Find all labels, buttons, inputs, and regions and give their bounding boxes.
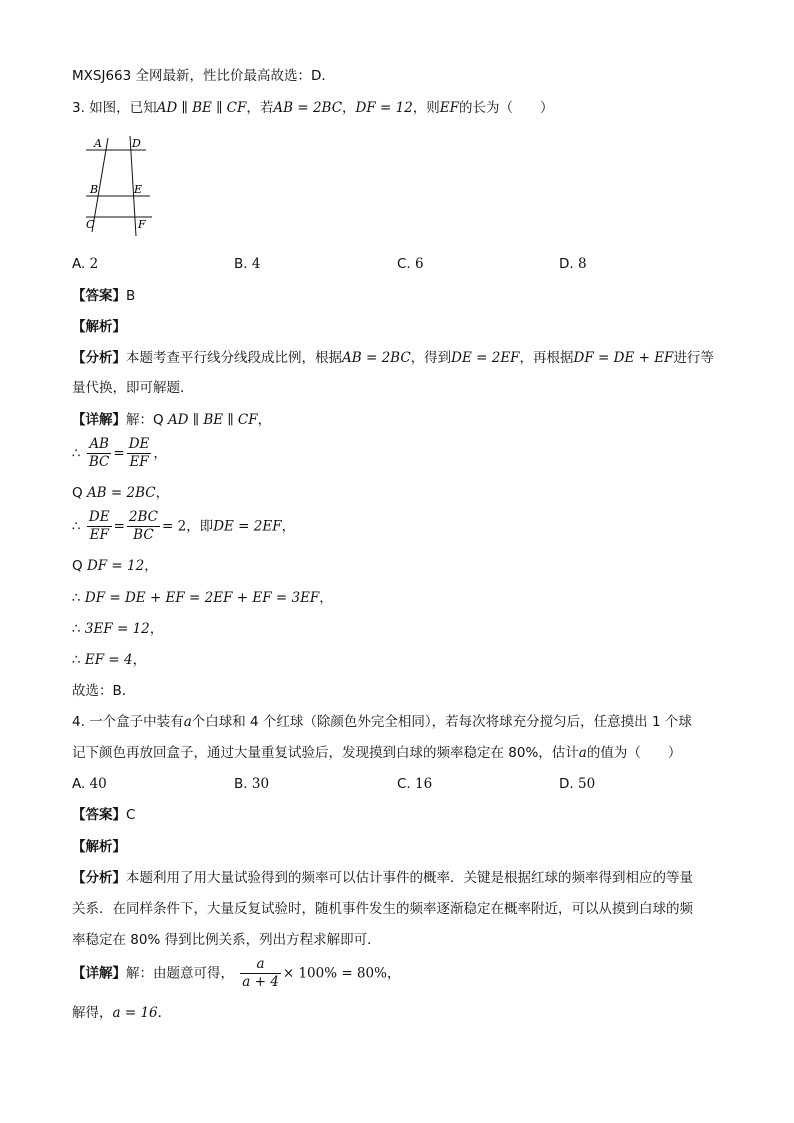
label-a: A [94, 137, 102, 150]
because-symbol: Q [72, 558, 83, 574]
therefore-symbol: ∴ [72, 445, 81, 462]
q4-solution: 解得，a = 16． [72, 1005, 172, 1021]
q3-conclusion: 故选：B． [72, 683, 136, 699]
q4-answer: 【答案】C [72, 807, 136, 823]
fraction-de-ef: $\frac{DE}{EF}$ [128, 436, 150, 470]
therefore-symbol: ∴ [72, 590, 81, 606]
q3-analysis-tag: 【解析】 [72, 319, 126, 335]
q3-option-b: B. 4 [234, 256, 261, 272]
because-symbol: Q [72, 485, 83, 501]
q3-detail-step8: ∴ EF = 4， [72, 652, 147, 668]
q4-analysis-tag: 【解析】 [72, 839, 126, 855]
q3-detail-step5: Q DF = 12， [72, 558, 158, 574]
fraction-a-over-a-plus-4: $\frac{a}{a + 4}$ [242, 956, 279, 990]
q3-option-c: C. 6 [397, 256, 424, 272]
q3-number: 3. [72, 100, 85, 116]
q3-detail-step7: ∴ 3EF = 12， [72, 621, 164, 637]
label-e: E [134, 183, 143, 196]
q3-fenxi-line1: 【分析】本题考查平行线分线段成比例，根据AB = 2BC，得到DE = 2EF，再根据DF = DE + EF进行等 [72, 350, 714, 366]
fraction-ab-bc: $\frac{AB}{BC}$ [88, 436, 110, 470]
label-d: D [132, 137, 141, 150]
label-b: B [90, 183, 99, 196]
q4-option-a: A. 40 [72, 776, 107, 792]
fraction-de-ef: $\frac{DE}{EF}$ [88, 509, 110, 543]
q4-fenxi-line2: 关系．在同样条件下，大量反复试验时，随机事件发生的频率逐渐稳定在概率附近，可以从摸到白球的频 [72, 901, 693, 917]
q3-parallel-lines-figure [80, 132, 160, 240]
q4-fenxi-line1: 【分析】本题利用了用大量试验得到的频率可以估计事件的概率．关键是根据红球的频率得到相应的等量 [72, 870, 693, 886]
therefore-symbol: ∴ [72, 652, 81, 668]
label-c: C [86, 218, 95, 231]
q3-answer: 【答案】B [72, 288, 136, 304]
therefore-symbol: ∴ [72, 518, 81, 535]
q3-detail-ratio: ∴ $\frac{AB}{BC}$ = $\frac{DE}{EF}$ ， [72, 436, 167, 470]
q4-option-b: B. 30 [234, 776, 270, 792]
q3-detail-step6: ∴ DF = DE + EF = 2EF + EF = 3EF， [72, 590, 333, 606]
q4-stem-line1: 4. 一个盒子中装有a个白球和 4 个红球（除颜色外完全相同），若每次将球充分搅匀后，任意摸出 1 个球 [72, 714, 692, 730]
q4-option-d: D. 50 [559, 776, 596, 792]
q3-detail-step4: ∴ $\frac{DE}{EF}$ = $\frac{2BC}{BC}$ = 2，即DE = 2EF， [72, 509, 296, 543]
q3-option-a: A. 2 [72, 256, 99, 272]
header-line: MXSJ663 全网最新，性比价最高故选：D． [72, 68, 335, 84]
q3-fenxi-line2: 量代换，即可解题． [72, 380, 194, 396]
q3-option-d: D. 8 [559, 256, 587, 272]
q4-detail-equation: 【详解】解：由题意可得， $\frac{a}{a + 4}$ × 100% = 80%， [72, 956, 401, 990]
q4-number: 4. [72, 714, 85, 730]
q3-stem: 3. 如图，已知AD ∥ BE ∥ CF，若AB = 2BC，DF = 12，则EF的长为（ ） [72, 100, 554, 116]
q4-fenxi-line3: 率稳定在 80% 得到比例关系，列出方程求解即可． [72, 932, 381, 948]
q4-option-c: C. 16 [397, 776, 433, 792]
because-symbol: Q [153, 412, 164, 428]
q3-detail-line1: 【详解】解：Q AD ∥ BE ∥ CF， [72, 412, 272, 428]
fraction-2bc-bc: $\frac{2BC}{BC}$ [128, 509, 158, 543]
label-f: F [138, 218, 146, 231]
q3-detail-step3: Q AB = 2BC， [72, 485, 170, 501]
q4-stem-line2: 记下颜色再放回盒子，通过大量重复试验后，发现摸到白球的频率稳定在 80%，估计a的值为（ ） [72, 745, 682, 761]
therefore-symbol: ∴ [72, 621, 81, 637]
